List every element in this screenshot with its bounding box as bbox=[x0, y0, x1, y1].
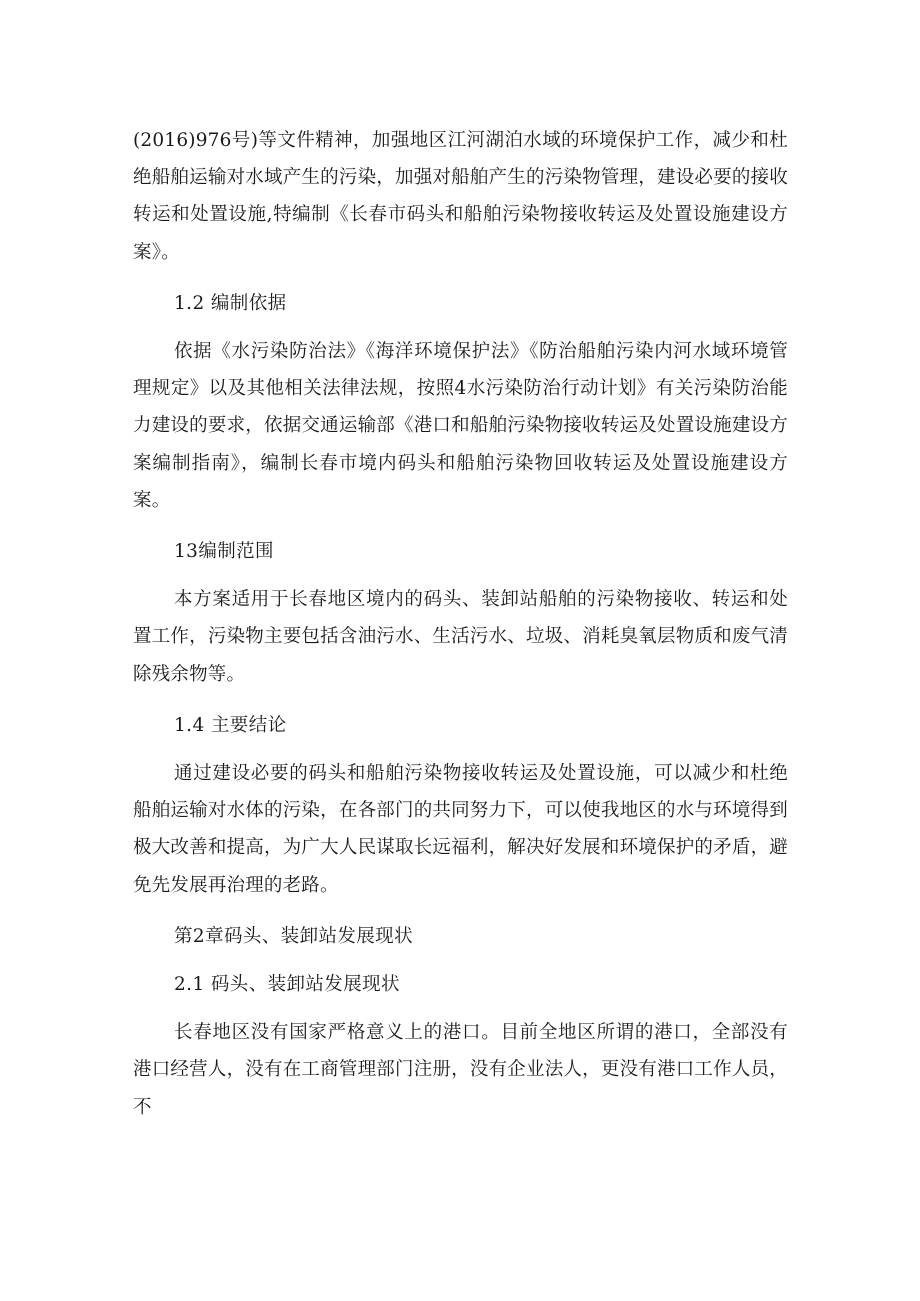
document-body bbox=[133, 122, 788, 1126]
section-paragraph-2-1: 长春地区没有国家严格意义上的港口。目前全地区所谓的港口，全部没有港口经营人，没有在工商管理部门注册，没有企业法人，更没有港口工作人员，不 bbox=[133, 1022, 788, 1118]
section-heading-1-3: 13编制范围 bbox=[174, 541, 274, 563]
section-paragraph-1-2: 依据《水污染防治法》《海洋环境保护法》《防治船舶污染内河水域环境管理规定》以及其他相关法律法规，按照4水污染防治行动计划》有关污染防治能力建设的要求，依据交通运输部《港口和船舶污染物接收转运及处置设施建设方案编制指南》，编制长春市境内码头和船舶污染物回收转运及处置设施建设方案。 bbox=[133, 341, 788, 511]
section-paragraph-1-4: 通过建设必要的码头和船舶污染物接收转运及处置设施，可以减少和杜绝船舶运输对水体的污染，在各部门的共同努力下，可以使我地区的水与环境得到极大改善和提高，为广大人民谋取长远福利，解决好发展和环境保护的矛盾，避免先发展再治理的老路。 bbox=[133, 763, 788, 896]
section-heading-1-2: 1.2 编制依据 bbox=[174, 292, 287, 314]
chapter-heading-2: 第2章码头、装卸站发展现状 bbox=[174, 925, 413, 947]
section-heading-1-4: 1.4 主要结论 bbox=[174, 714, 287, 736]
intro-paragraph: (2016)976号)等文件精神，加强地区江河湖泊水域的环境保护工作，减少和杜绝船舶运输对水域产生的污染，加强对船舶产生的污染物管理，建设必要的接收转运和处置设施,特编制《长春市码头和船舶污染物接收转运及处置设施建设方案》。 bbox=[133, 130, 788, 263]
section-paragraph-1-3: 本方案适用于长春地区境内的码头、装卸站船舶的污染物接收、转运和处置工作，污染物主要包括含油污水、生活污水、垃圾、消耗臭氧层物质和废气清除残余物等。 bbox=[133, 589, 788, 685]
section-heading-2-1: 2.1 码头、装卸站发展现状 bbox=[174, 974, 400, 996]
